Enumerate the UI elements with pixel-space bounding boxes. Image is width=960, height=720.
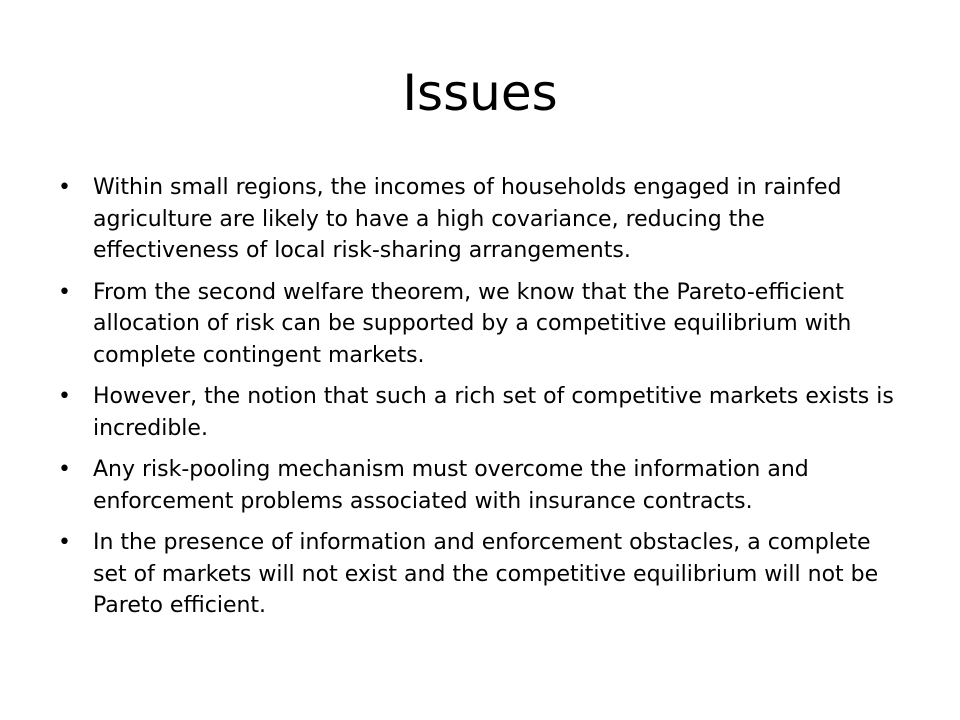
bullet-icon: • xyxy=(58,384,71,409)
bullet-text: In the presence of information and enforcement obstacles, a complete set of markets will not exist and the competitive equilibrium will not be Pareto efficient. xyxy=(93,530,879,618)
bullet-text: However, the notion that such a rich set of competitive markets exists is incredible. xyxy=(93,384,894,441)
bullet-item xyxy=(58,454,908,517)
bullet-text: Within small regions, the incomes of households engaged in rainfed agriculture are likely to have a high covariance, reducing the effectiveness of local risk-sharing arrangements. xyxy=(93,175,842,263)
bullet-text: Any risk-pooling mechanism must overcome the information and enforcement problems associated with insurance contracts. xyxy=(93,457,809,514)
bullet-text: From the second welfare theorem, we know that the Pareto-efficient allocation of risk can be supported by a competitive equilibrium with complete contingent markets. xyxy=(93,279,852,368)
bullet-item xyxy=(58,527,908,622)
bullet-item xyxy=(58,381,908,444)
bullet-item xyxy=(58,172,908,267)
bullet-icon: • xyxy=(58,175,71,200)
bullet-icon: • xyxy=(58,530,71,555)
bullet-list xyxy=(58,172,908,632)
slide-title: Issues xyxy=(402,64,558,122)
bullet-icon: • xyxy=(58,457,71,482)
bullet-item xyxy=(58,277,908,372)
bullet-icon: • xyxy=(58,279,71,305)
